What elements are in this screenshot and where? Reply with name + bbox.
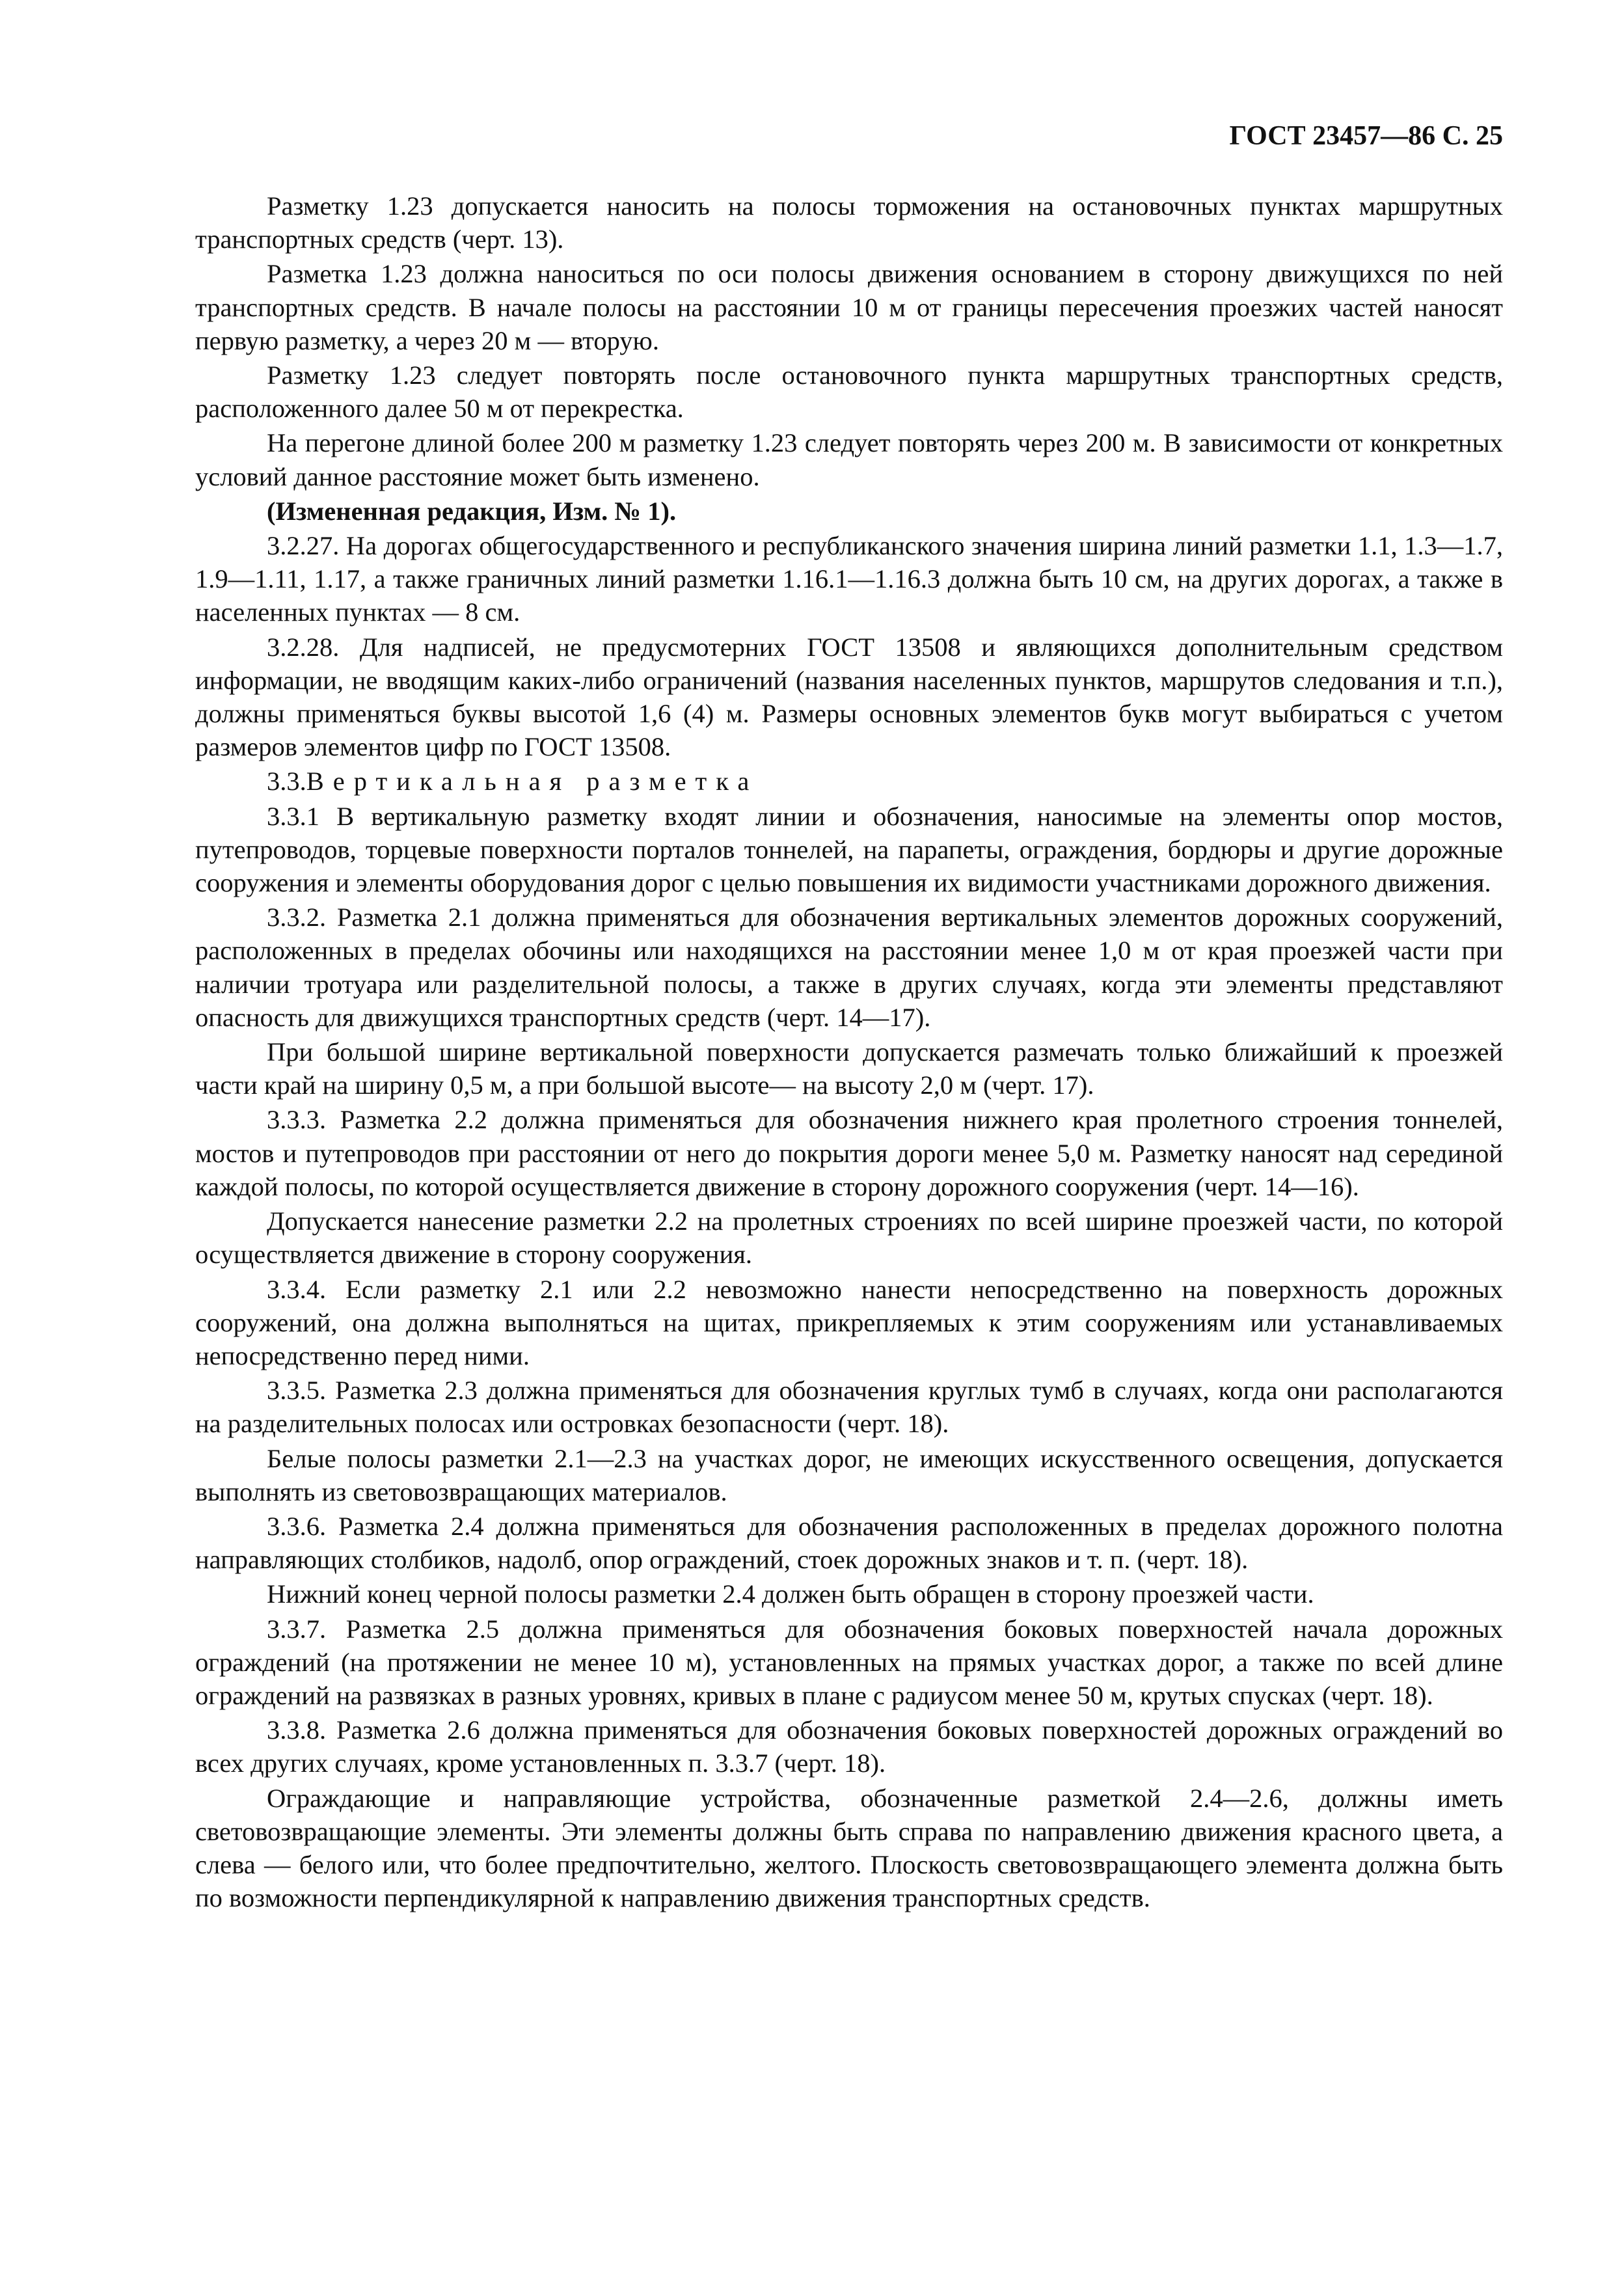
paragraph: На перегоне длиной более 200 м разметку 1.23 следует повторять через 200 м. В зависимости от конкретных условий данное расстояние может быть изменено. bbox=[195, 428, 1503, 491]
paragraph: 3.3.1 В вертикальную разметку входят линии и обозначения, наносимые на элементы опор мостов, путепроводов, торцевые поверхности порталов тоннелей, на парапеты, ограждения, бордюры и другие дорожные сооружения и элементы оборудования дорог с целью повышения их видимости участниками дорожного движения. bbox=[195, 801, 1503, 898]
paragraph: 3.3.2. Разметка 2.1 должна применяться для обозначения вертикальных элементов дорожных сооружений, расположенных в пределах обочины или находящихся на расстоянии менее 1,0 м от края проезжей части при наличии тротуара или разделительной полосы, а также в других случаях, когда эти элементы представляют опасность для движущихся транспортных средств (черт. 14—17). bbox=[195, 903, 1503, 1032]
paragraph: Допускается нанесение разметки 2.2 на пролетных строениях по всей ширине проезжей части, по которой осуществляется движение в сторону сооружения. bbox=[195, 1206, 1503, 1270]
section-heading bbox=[195, 765, 1503, 798]
paragraph: 3.3.8. Разметка 2.6 должна применяться для обозначения боковых поверхностей дорожных ограждений во всех других случаях, кроме установленных п. 3.3.7 (черт. 18). bbox=[195, 1715, 1503, 1778]
paragraph: Белые полосы разметки 2.1—2.3 на участках дорог, не имеющих искусственного освещения, допускается выполнять из световозвращающих материалов. bbox=[195, 1443, 1503, 1506]
paragraph: Нижний конец черной полосы разметки 2.4 должен быть обращен в сторону проезжей части. bbox=[267, 1579, 1314, 1609]
paragraph: 3.2.27. На дорогах общегосударственного и республиканского значения ширина линий разметки 1.1, 1.3—1.7, 1.9—1.11, 1.17, а также граничных линий разметки 1.16.1—1.16.3 должна быть 10 см, на других дорогах, а также в населенных пунктах — 8 см. bbox=[195, 531, 1503, 627]
section-title: Вертикальная разметка bbox=[306, 767, 759, 796]
paragraph: Ограждающие и направляющие устройства, обозначенные разметкой 2.4—2.6, должны иметь световозвращающие элементы. Эти элементы должны быть справа по направлению движения красного цвета, а слева — белого или, что более предпочтительно, желтого. Плоскость световозвращающего элемента должна быть по возможности перпендикулярной к направлению движения транспортных средств. bbox=[195, 1783, 1503, 1913]
paragraph: 3.3.5. Разметка 2.3 должна применяться для обозначения круглых тумб в случаях, когда они располагаются на разделительных полосах или островках безопасности (черт. 18). bbox=[195, 1376, 1503, 1439]
paragraph: При большой ширине вертикальной поверхности допускается размечать только ближайший к проезжей части край на ширину 0,5 м, а при большой высоте— на высоту 2,0 м (черт. 17). bbox=[195, 1037, 1503, 1100]
page-header: ГОСТ 23457—86 С. 25 bbox=[1229, 121, 1503, 151]
amendment-note: (Измененная редакция, Изм. № 1). bbox=[267, 496, 677, 526]
paragraph: 3.2.28. Для надписей, не предусмотерних ГОСТ 13508 и являющихся дополнительным средством информации, не вводящим каких-либо ограничений (названия населенных пунктов, маршрутов следования и т.п.), должны применяться буквы высотой 1,6 (4) м. Размеры основных элементов букв могут выбираться с учетом размеров элементов цифр по ГОСТ 13508. bbox=[195, 632, 1503, 762]
paragraph: 3.3.6. Разметка 2.4 должна применяться для обозначения расположенных в пределах дорожного полотна направляющих столбиков, надолб, опор ограждений, стоек дорожных знаков и т. п. (черт. 18). bbox=[195, 1511, 1503, 1575]
document-page bbox=[195, 120, 1503, 1916]
paragraph: 3.3.3. Разметка 2.2 должна применяться для обозначения нижнего края пролетного строения тоннелей, мостов и путепроводов при расстоянии от него до покрытия дороги менее 5,0 м. Разметку наносят над серединой каждой полосы, по которой осуществляется движение в сторону дорожного сооружения (черт. 14—16). bbox=[195, 1105, 1503, 1201]
paragraph: 3.3.7. Разметка 2.5 должна применяться для обозначения боковых поверхностей начала дорожных ограждений (на протяжении не менее 10 м), установленных на прямых участках дорог, а также по всей длине ограждений на развязках в разных уровнях, кривых в плане с радиусом менее 50 м, крутых спусках (черт. 18). bbox=[195, 1614, 1503, 1710]
paragraph: 3.3.4. Если разметку 2.1 или 2.2 невозможно нанести непосредственно на поверхность дорожных сооружений, она должна выполняться на щитах, прикрепляемых к этим сооружениям или устанавливаемых непосредственно перед ними. bbox=[195, 1274, 1503, 1370]
paragraph: Разметку 1.23 допускается наносить на полосы торможения на остановочных пунктах маршрутных транспортных средств (черт. 13). bbox=[195, 191, 1503, 254]
section-number: 3.3. bbox=[267, 767, 306, 796]
paragraph: Разметку 1.23 следует повторять после остановочного пункта маршрутных транспортных средств, расположенного далее 50 м от перекрестка. bbox=[195, 360, 1503, 424]
paragraph: Разметка 1.23 должна наноситься по оси полосы движения основанием в сторону движущихся по ней транспортных средств. В начале полосы на расстоянии 10 м от границы пересечения проезжих частей наносят первую разметку, а через 20 м — вторую. bbox=[195, 259, 1503, 355]
